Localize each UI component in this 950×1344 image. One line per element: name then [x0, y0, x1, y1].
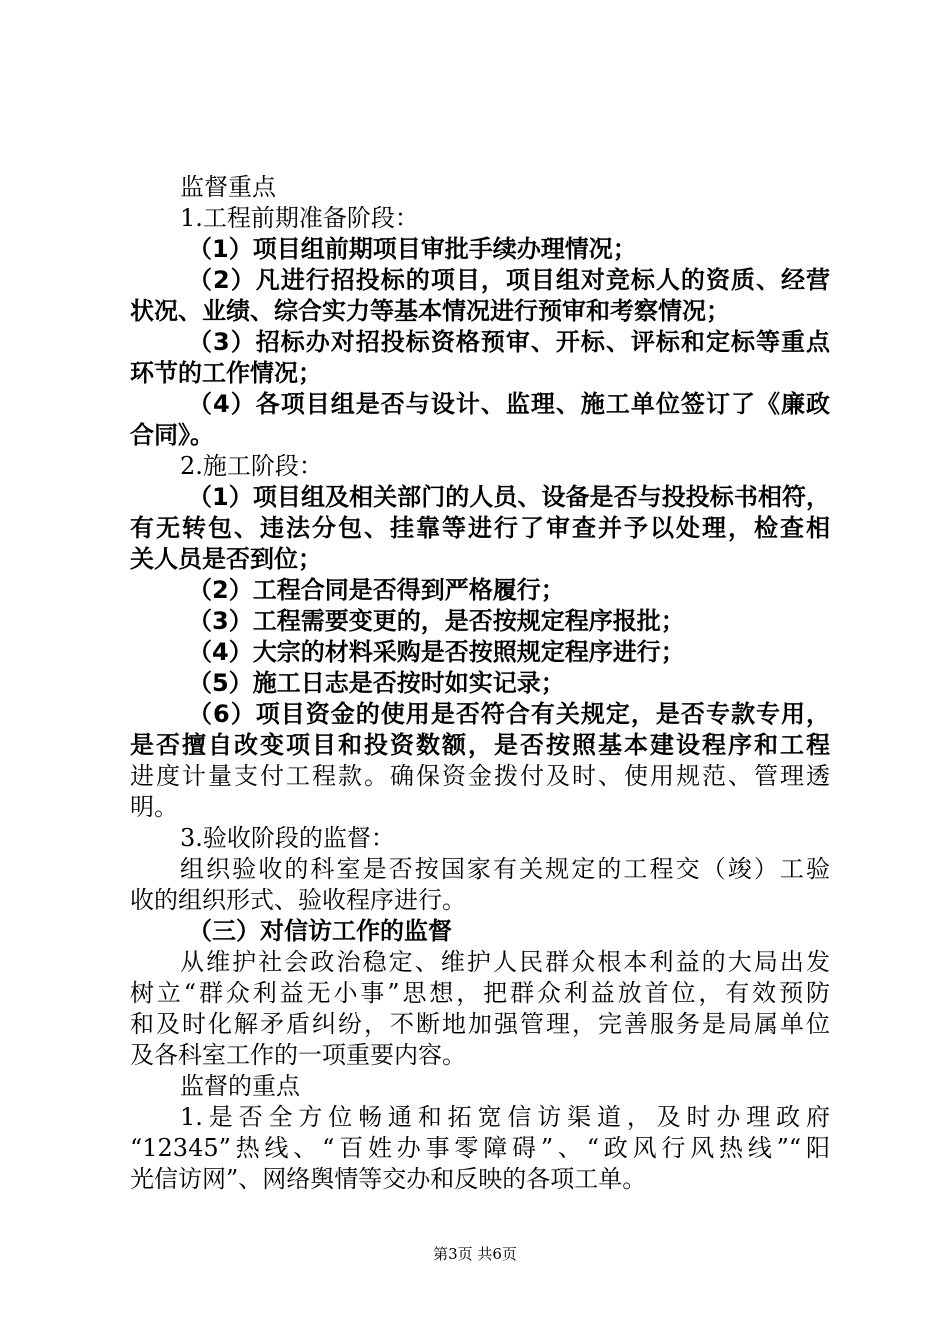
text-line: （2）工程合同是否得到严格履行；: [188, 576, 565, 604]
text-line: 2.施工阶段：: [180, 452, 323, 480]
text-line: （3）招标办对招投标资格预审、开标、评标和定标等重点: [188, 328, 830, 356]
text-line: （三）对信访工作的监督: [188, 917, 452, 945]
text-line: 监督重点: [180, 173, 276, 201]
text-line: 1.工程前期准备阶段：: [180, 204, 419, 232]
text-line: （3）工程需要变更的，是否按规定程序报批；: [188, 607, 685, 635]
text-line: 及各科室工作的一项重要内容。: [130, 1041, 466, 1069]
text-line: （5）施工日志是否按时如实记录；: [188, 669, 565, 697]
text-line: 明。: [130, 793, 178, 821]
text-line: “12345”热线、“百姓办事零障碍”、“政风行风热线”“阳: [130, 1134, 830, 1162]
text-line: 组织验收的科室是否按国家有关规定的工程交（竣）工验: [180, 855, 830, 883]
text-line: （1）项目组前期项目审批手续办理情况；: [188, 235, 637, 263]
text-line: 1.是否全方位畅通和拓宽信访渠道，及时办理政府: [180, 1103, 830, 1131]
text-line: 和及时化解矛盾纠纷，不断地加强管理，完善服务是局属单位: [130, 1010, 830, 1038]
text-line: 是否擅自改变项目和投资数额，是否按照基本建设程序和工程: [130, 731, 830, 759]
text-line: （2）凡进行招投标的项目，项目组对竞标人的资质、经营: [188, 266, 830, 294]
text-line: 合同》。: [130, 421, 214, 449]
text-line: 状况、业绩、综合实力等基本情况进行预审和考察情况；: [130, 297, 730, 325]
text-line: 有无转包、违法分包、挂靠等进行了审查并予以处理，检查相: [130, 514, 830, 542]
text-line: 树立“群众利益无小事”思想，把群众利益放首位，有效预防: [130, 979, 830, 1007]
text-line: 环节的工作情况；: [130, 359, 322, 387]
text-line: （6）项目资金的使用是否符合有关规定，是否专款专用，: [188, 700, 830, 728]
text-line: 进度计量支付工程款。确保资金拨付及时、使用规范、管理透: [130, 762, 830, 790]
document-body: [130, 172, 830, 1195]
text-line: （4）大宗的材料采购是否按照规定程序进行；: [188, 638, 685, 666]
text-line: 关人员是否到位；: [130, 545, 322, 573]
text-line: 从维护社会政治稳定、维护人民群众根本利益的大局出发: [180, 948, 830, 976]
text-line: （1）项目组及相关部门的人员、设备是否与投投标书相符，: [188, 483, 830, 511]
text-line: （4）各项目组是否与设计、监理、施工单位签订了《廉政: [188, 390, 830, 418]
page-footer: 第3页 共6页: [433, 1245, 517, 1263]
text-line: 光信访网”、网络舆情等交办和反映的各项工单。: [130, 1165, 647, 1193]
text-line: 3.验收阶段的监督：: [180, 824, 395, 852]
text-line: 监督的重点: [180, 1072, 300, 1100]
text-line: 收的组织形式、验收程序进行。: [130, 886, 466, 914]
